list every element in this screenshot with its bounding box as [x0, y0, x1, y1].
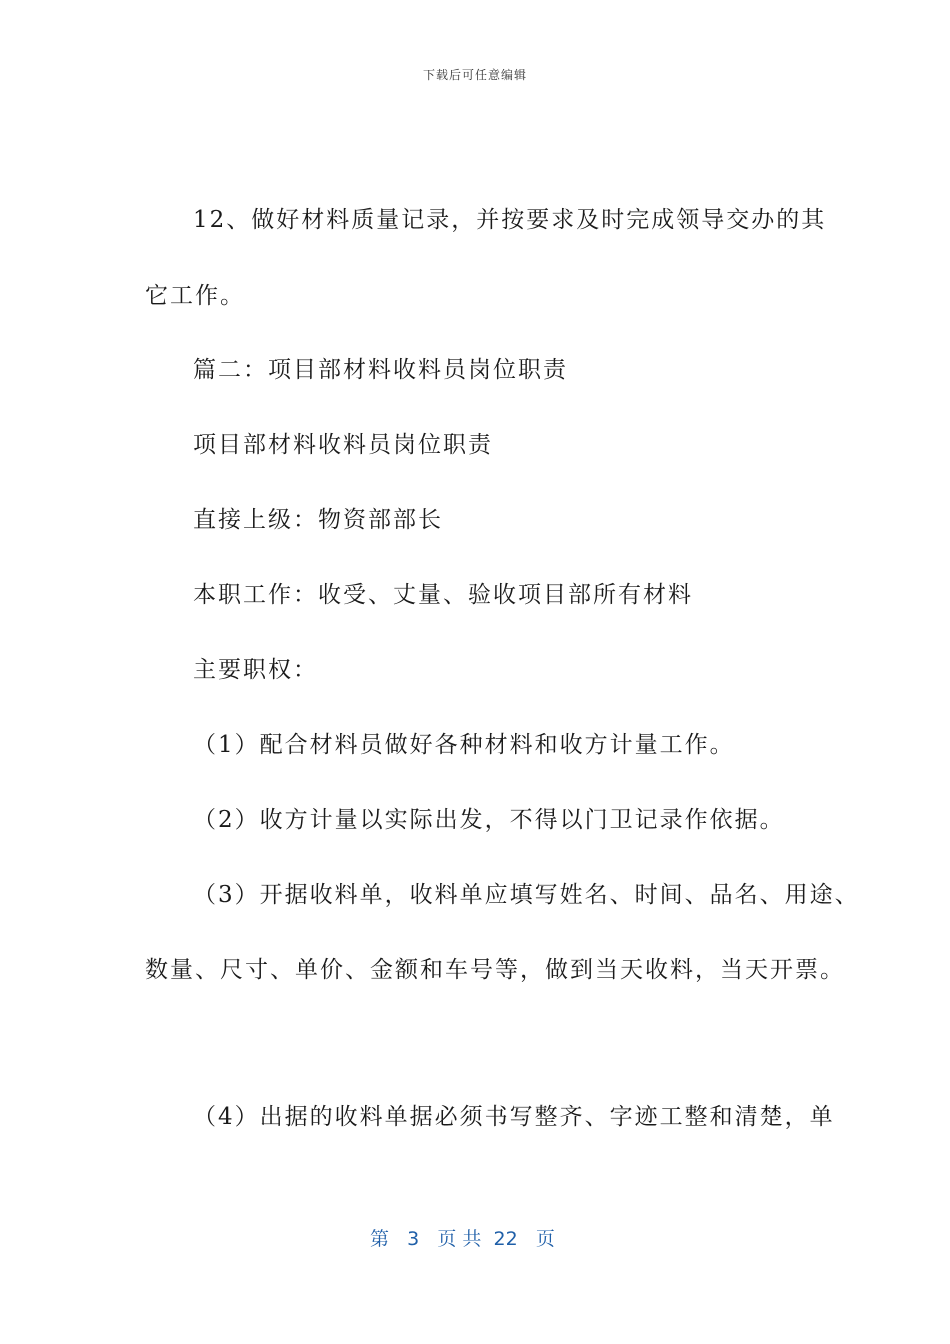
list-item: （2）收方计量以实际出发，不得以门卫记录作依据。	[193, 807, 785, 833]
list-item-continuation: 数量、尺寸、单价、金额和车号等，做到当天收料，当天开票。	[145, 957, 845, 983]
footer-suffix: 页	[535, 1228, 555, 1250]
paragraph-line: 本职工作：收受、丈量、验收项目部所有材料	[193, 582, 693, 608]
page-footer	[370, 1225, 555, 1253]
footer-middle: 页 共	[437, 1228, 482, 1250]
footer-prefix: 第	[370, 1228, 390, 1250]
paragraph-line: 12、做好材料质量记录，并按要求及时完成领导交办的其	[193, 207, 827, 233]
paragraph-line: 它工作。	[145, 283, 245, 309]
paragraph-line: 直接上级：物资部部长	[193, 507, 443, 533]
paragraph-line: 主要职权：	[193, 657, 318, 683]
footer-current-page: 3	[407, 1228, 420, 1250]
footer-total-pages: 22	[493, 1228, 518, 1250]
list-item: （3）开据收料单，收料单应填写姓名、时间、品名、用途、	[193, 882, 860, 908]
section-heading: 篇二：项目部材料收料员岗位职责	[193, 357, 568, 383]
list-item: （4）出据的收料单据必须书写整齐、字迹工整和清楚，单	[193, 1104, 835, 1130]
list-item: （1）配合材料员做好各种材料和收方计量工作。	[193, 732, 735, 758]
section-title: 项目部材料收料员岗位职责	[193, 432, 493, 458]
page-header-note: 下载后可任意编辑	[422, 68, 527, 82]
